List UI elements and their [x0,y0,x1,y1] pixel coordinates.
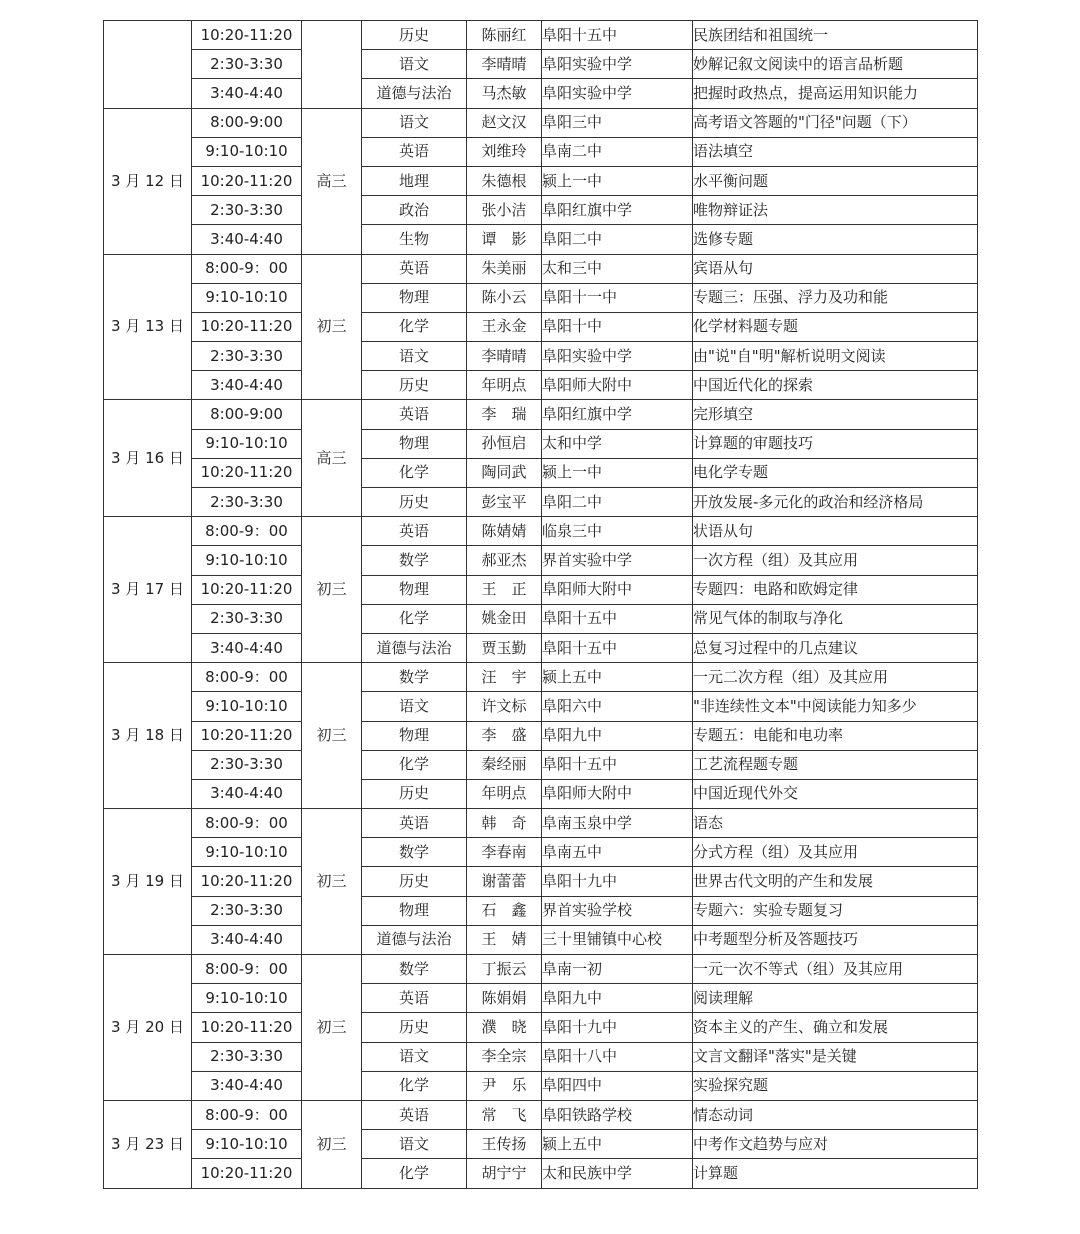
school-cell: 阜阳十一中 [542,283,693,312]
subject-cell: 历史 [362,488,467,517]
school-cell: 阜阳十五中 [542,604,693,633]
topic-cell: 情态动词 [693,1100,978,1129]
subject-cell: 物理 [362,429,467,458]
school-cell: 颍上五中 [542,1130,693,1159]
table-row [104,1071,978,1100]
subject-cell: 英语 [362,137,467,166]
subject-cell: 化学 [362,604,467,633]
time-cell: 2:30-3:30 [192,342,302,371]
date-cell: 3 月 16 日 [104,400,192,517]
table-row [104,50,978,79]
grade-cell: 初三 [302,663,362,809]
teacher-cell: 秦经丽 [467,750,542,779]
table-row [104,955,978,984]
grade-cell: 高三 [302,400,362,517]
time-cell: 3:40-4:40 [192,633,302,662]
table-row [104,1100,978,1129]
topic-cell: 水平衡问题 [693,166,978,195]
table-row [104,283,978,312]
table-row [104,750,978,779]
teacher-cell: 尹 乐 [467,1071,542,1100]
table-row [104,371,978,400]
subject-cell: 道德与法治 [362,925,467,954]
school-cell: 颍上一中 [542,458,693,487]
subject-cell: 语文 [362,50,467,79]
topic-cell: 总复习过程中的几点建议 [693,633,978,662]
subject-cell: 语文 [362,1042,467,1071]
subject-cell: 语文 [362,108,467,137]
subject-cell: 历史 [362,21,467,50]
time-cell: 8:00-9：00 [192,254,302,283]
topic-cell: 把握时政热点，提高运用知识能力 [693,79,978,108]
school-cell: 阜阳三中 [542,108,693,137]
teacher-cell: 李 盛 [467,721,542,750]
subject-cell: 物理 [362,283,467,312]
grade-cell: 初三 [302,809,362,955]
school-cell: 颍上五中 [542,663,693,692]
teacher-cell: 李春南 [467,838,542,867]
time-cell: 8:00-9：00 [192,517,302,546]
date-cell: 3 月 20 日 [104,955,192,1101]
school-cell: 阜阳十五中 [542,750,693,779]
time-cell: 2:30-3:30 [192,196,302,225]
topic-cell: 电化学专题 [693,458,978,487]
school-cell: 阜阳十九中 [542,867,693,896]
topic-cell: 开放发展-多元化的政治和经济格局 [693,488,978,517]
school-cell: 阜阳四中 [542,1071,693,1100]
table-row [104,312,978,341]
school-cell: 阜阳实验中学 [542,79,693,108]
subject-cell: 化学 [362,458,467,487]
topic-cell: 计算题 [693,1159,978,1188]
teacher-cell: 韩 奇 [467,809,542,838]
grade-cell: 初三 [302,955,362,1101]
time-cell: 10:20-11:20 [192,867,302,896]
school-cell: 界首实验中学 [542,546,693,575]
topic-cell: 专题四：电路和欧姆定律 [693,575,978,604]
table-row [104,1130,978,1159]
subject-cell: 数学 [362,955,467,984]
topic-cell: 高考语文答题的"门径"问题（下） [693,108,978,137]
subject-cell: 英语 [362,400,467,429]
time-cell: 9:10-10:10 [192,546,302,575]
school-cell: 三十里铺镇中心校 [542,925,693,954]
school-cell: 阜阳二中 [542,488,693,517]
school-cell: 阜阳红旗中学 [542,400,693,429]
table-row [104,575,978,604]
school-cell: 阜南五中 [542,838,693,867]
school-cell: 阜阳十九中 [542,1013,693,1042]
subject-cell: 语文 [362,692,467,721]
time-cell: 2:30-3:30 [192,488,302,517]
topic-cell: 宾语从句 [693,254,978,283]
teacher-cell: 马杰敏 [467,79,542,108]
table-row [104,692,978,721]
teacher-cell: 濮 晓 [467,1013,542,1042]
topic-cell: 化学材料题专题 [693,312,978,341]
topic-cell: 妙解记叙文阅读中的语言品析题 [693,50,978,79]
school-cell: 颍上一中 [542,166,693,195]
topic-cell: 语法填空 [693,137,978,166]
time-cell: 3:40-4:40 [192,225,302,254]
time-cell: 3:40-4:40 [192,925,302,954]
time-cell: 8:00-9:00 [192,400,302,429]
date-cell: 3 月 23 日 [104,1100,192,1188]
subject-cell: 英语 [362,984,467,1013]
time-cell: 8:00-9：00 [192,809,302,838]
teacher-cell: 胡宁宁 [467,1159,542,1188]
time-cell: 3:40-4:40 [192,371,302,400]
grade-cell: 初三 [302,517,362,663]
school-cell: 阜阳十中 [542,312,693,341]
teacher-cell: 石 鑫 [467,896,542,925]
topic-cell: 一元二次方程（组）及其应用 [693,663,978,692]
topic-cell: 语态 [693,809,978,838]
school-cell: 阜南玉泉中学 [542,809,693,838]
subject-cell: 英语 [362,1100,467,1129]
teacher-cell: 谭 影 [467,225,542,254]
table-row [104,254,978,283]
topic-cell: 分式方程（组）及其应用 [693,838,978,867]
date-cell: 3 月 13 日 [104,254,192,400]
time-cell: 10:20-11:20 [192,21,302,50]
time-cell: 9:10-10:10 [192,838,302,867]
topic-cell: 工艺流程题专题 [693,750,978,779]
time-cell: 2:30-3:30 [192,604,302,633]
school-cell: 阜南一初 [542,955,693,984]
table-row [104,108,978,137]
teacher-cell: 陈婧婧 [467,517,542,546]
topic-cell: 中国近现代外交 [693,779,978,808]
time-cell: 8:00-9：00 [192,955,302,984]
table-row [104,342,978,371]
time-cell: 2:30-3:30 [192,50,302,79]
date-cell: 3 月 12 日 [104,108,192,254]
teacher-cell: 郝亚杰 [467,546,542,575]
time-cell: 9:10-10:10 [192,692,302,721]
table-row [104,896,978,925]
table-row [104,400,978,429]
school-cell: 阜阳九中 [542,984,693,1013]
subject-cell: 物理 [362,721,467,750]
time-cell: 10:20-11:20 [192,458,302,487]
teacher-cell: 常 飞 [467,1100,542,1129]
topic-cell: 完形填空 [693,400,978,429]
school-cell: 阜阳九中 [542,721,693,750]
teacher-cell: 李晴晴 [467,342,542,371]
school-cell: 阜阳红旗中学 [542,196,693,225]
school-cell: 阜阳师大附中 [542,779,693,808]
topic-cell: 民族团结和祖国统一 [693,21,978,50]
teacher-cell: 汪 宇 [467,663,542,692]
time-cell: 10:20-11:20 [192,166,302,195]
topic-cell: 常见气体的制取与净化 [693,604,978,633]
teacher-cell: 彭宝平 [467,488,542,517]
subject-cell: 物理 [362,896,467,925]
table-row [104,429,978,458]
topic-cell: 唯物辩证法 [693,196,978,225]
date-cell [104,21,192,109]
time-cell: 9:10-10:10 [192,429,302,458]
time-cell: 2:30-3:30 [192,896,302,925]
teacher-cell: 孙恒启 [467,429,542,458]
subject-cell: 历史 [362,867,467,896]
subject-cell: 政治 [362,196,467,225]
time-cell: 2:30-3:30 [192,1042,302,1071]
teacher-cell: 王 婧 [467,925,542,954]
table-row [104,79,978,108]
subject-cell: 历史 [362,779,467,808]
school-cell: 阜阳二中 [542,225,693,254]
grade-cell: 初三 [302,254,362,400]
subject-cell: 化学 [362,1159,467,1188]
teacher-cell: 陶同武 [467,458,542,487]
teacher-cell: 陈小云 [467,283,542,312]
subject-cell: 化学 [362,1071,467,1100]
subject-cell: 数学 [362,546,467,575]
table-row [104,867,978,896]
grade-cell [302,21,362,109]
table-row [104,984,978,1013]
school-cell: 临泉三中 [542,517,693,546]
teacher-cell: 王 正 [467,575,542,604]
table-row [104,721,978,750]
topic-cell: 资本主义的产生、确立和发展 [693,1013,978,1042]
subject-cell: 语文 [362,342,467,371]
table-row [104,838,978,867]
school-cell: 阜阳十八中 [542,1042,693,1071]
table-row [104,488,978,517]
topic-cell: 计算题的审题技巧 [693,429,978,458]
school-cell: 阜阳六中 [542,692,693,721]
teacher-cell: 李全宗 [467,1042,542,1071]
grade-cell: 高三 [302,108,362,254]
subject-cell: 数学 [362,663,467,692]
teacher-cell: 陈丽红 [467,21,542,50]
school-cell: 阜阳师大附中 [542,371,693,400]
table-row [104,137,978,166]
topic-cell: 世界古代文明的产生和发展 [693,867,978,896]
teacher-cell: 丁振云 [467,955,542,984]
teacher-cell: 王永金 [467,312,542,341]
table-row [104,809,978,838]
subject-cell: 语文 [362,1130,467,1159]
topic-cell: 专题五：电能和电功率 [693,721,978,750]
time-cell: 10:20-11:20 [192,312,302,341]
time-cell: 10:20-11:20 [192,1159,302,1188]
subject-cell: 化学 [362,750,467,779]
topic-cell: 由"说"自"明"解析说明文阅读 [693,342,978,371]
schedule-body [104,21,978,1189]
schedule-table [103,20,978,1189]
table-row [104,196,978,225]
time-cell: 3:40-4:40 [192,1071,302,1100]
table-row [104,1013,978,1042]
topic-cell: 专题六：实验专题复习 [693,896,978,925]
date-cell: 3 月 17 日 [104,517,192,663]
teacher-cell: 姚金田 [467,604,542,633]
topic-cell: 阅读理解 [693,984,978,1013]
topic-cell: 文言文翻译"落实"是关键 [693,1042,978,1071]
topic-cell: 状语从句 [693,517,978,546]
school-cell: 阜阳十五中 [542,633,693,662]
teacher-cell: 朱美丽 [467,254,542,283]
subject-cell: 英语 [362,254,467,283]
topic-cell: 中国近代化的探索 [693,371,978,400]
teacher-cell: 赵文汉 [467,108,542,137]
topic-cell: 专题三：压强、浮力及功和能 [693,283,978,312]
topic-cell: 中考作文趋势与应对 [693,1130,978,1159]
table-row [104,633,978,662]
subject-cell: 英语 [362,809,467,838]
topic-cell: 选修专题 [693,225,978,254]
time-cell: 9:10-10:10 [192,283,302,312]
time-cell: 9:10-10:10 [192,137,302,166]
teacher-cell: 李 瑞 [467,400,542,429]
subject-cell: 英语 [362,517,467,546]
table-row [104,546,978,575]
topic-cell: "非连续性文本"中阅读能力知多少 [693,692,978,721]
subject-cell: 历史 [362,1013,467,1042]
time-cell: 8:00-9：00 [192,663,302,692]
school-cell: 太和三中 [542,254,693,283]
topic-cell: 实验探究题 [693,1071,978,1100]
table-row [104,458,978,487]
school-cell: 阜阳实验中学 [542,50,693,79]
school-cell: 阜阳十五中 [542,21,693,50]
time-cell: 3:40-4:40 [192,779,302,808]
table-row [104,21,978,50]
table-row [104,1159,978,1188]
school-cell: 太和中学 [542,429,693,458]
time-cell: 8:00-9:00 [192,108,302,137]
grade-cell: 初三 [302,1100,362,1188]
table-row [104,663,978,692]
teacher-cell: 朱德根 [467,166,542,195]
teacher-cell: 刘维玲 [467,137,542,166]
time-cell: 9:10-10:10 [192,1130,302,1159]
time-cell: 8:00-9：00 [192,1100,302,1129]
topic-cell: 一次方程（组）及其应用 [693,546,978,575]
subject-cell: 历史 [362,371,467,400]
time-cell: 3:40-4:40 [192,79,302,108]
subject-cell: 道德与法治 [362,633,467,662]
table-row [104,779,978,808]
teacher-cell: 年明点 [467,371,542,400]
teacher-cell: 张小洁 [467,196,542,225]
school-cell: 阜南二中 [542,137,693,166]
school-cell: 阜阳实验中学 [542,342,693,371]
time-cell: 2:30-3:30 [192,750,302,779]
table-row [104,1042,978,1071]
subject-cell: 道德与法治 [362,79,467,108]
time-cell: 10:20-11:20 [192,575,302,604]
subject-cell: 化学 [362,312,467,341]
school-cell: 阜阳师大附中 [542,575,693,604]
subject-cell: 生物 [362,225,467,254]
teacher-cell: 陈娟娟 [467,984,542,1013]
teacher-cell: 王传扬 [467,1130,542,1159]
table-row [104,166,978,195]
subject-cell: 物理 [362,575,467,604]
teacher-cell: 谢蕾蕾 [467,867,542,896]
table-row [104,604,978,633]
date-cell: 3 月 18 日 [104,663,192,809]
subject-cell: 地理 [362,166,467,195]
topic-cell: 中考题型分析及答题技巧 [693,925,978,954]
table-row [104,517,978,546]
school-cell: 界首实验学校 [542,896,693,925]
teacher-cell: 年明点 [467,779,542,808]
teacher-cell: 贾玉勤 [467,633,542,662]
topic-cell: 一元一次不等式（组）及其应用 [693,955,978,984]
school-cell: 太和民族中学 [542,1159,693,1188]
subject-cell: 数学 [362,838,467,867]
teacher-cell: 许文标 [467,692,542,721]
school-cell: 阜阳铁路学校 [542,1100,693,1129]
date-cell: 3 月 19 日 [104,809,192,955]
teacher-cell: 李晴晴 [467,50,542,79]
table-row [104,925,978,954]
table-row [104,225,978,254]
time-cell: 10:20-11:20 [192,721,302,750]
time-cell: 9:10-10:10 [192,984,302,1013]
time-cell: 10:20-11:20 [192,1013,302,1042]
